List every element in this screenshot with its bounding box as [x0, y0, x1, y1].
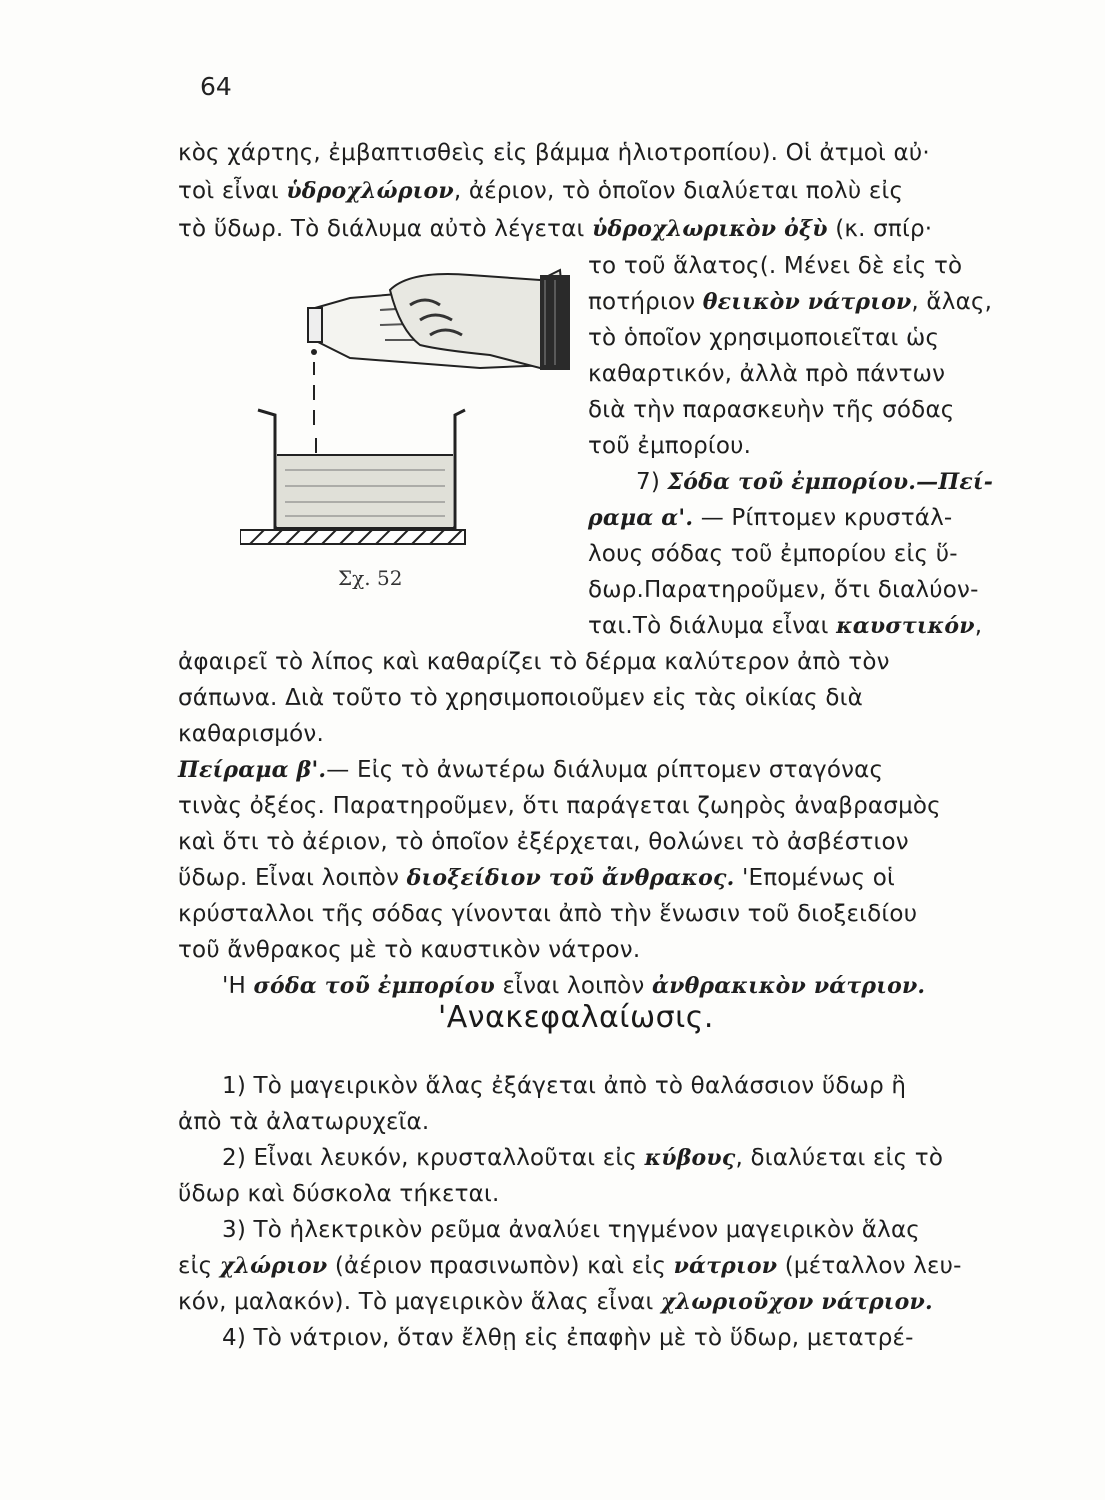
text-line: τὸ ὕδωρ. Τὸ διάλυμα αὐτὸ λέγεται ὑδροχλωρικὸν ὀξὺ (κ. σπίρ·	[178, 216, 933, 242]
text-line: ἀφαιρεῖ τὸ λίπος καὶ καθαρίζει τὸ δέρμα καλύτερον ἀπὸ τὸν	[178, 649, 890, 675]
page-number: 64	[200, 72, 232, 101]
summary-item: ἀπὸ τὰ ἀλατωρυχεῖα.	[178, 1109, 430, 1135]
summary-item: εἰς χλώριον (ἀέριον πρασινωπὸν) καὶ εἰς νάτριον (μέταλλον λευ-	[178, 1253, 962, 1279]
text-line: Πείραμα β'.— Εἰς τὸ ἀνωτέρω διάλυμα ρίπτομεν σταγόνας	[178, 757, 884, 783]
text-line: ποτήριον θειικὸν νάτριον, ἅλας,	[588, 289, 993, 315]
summary-item: 1) Τὸ μαγειρικὸν ἅλας ἐξάγεται ἀπὸ τὸ θαλάσσιον ὕδωρ ἢ	[222, 1073, 907, 1099]
section-heading: 7) Σόδα τοῦ ἐμπορίου.—Πεί-	[636, 469, 994, 495]
text-line: ται.Τὸ διάλυμα εἶναι καυστικόν,	[588, 613, 983, 639]
summary-item: ὕδωρ καὶ δύσκολα τήκεται.	[178, 1181, 500, 1207]
text-line: τοῦ ἐμπορίου.	[588, 433, 752, 459]
text-line: 'Η σόδα τοῦ ἐμπορίου εἶναι λοιπὸν ἀνθρακικὸν νάτριον.	[222, 973, 926, 999]
text-line: καθαρισμόν.	[178, 721, 324, 747]
text-line: σάπωνα. Διὰ τοῦτο τὸ χρησιμοποιοῦμεν εἰς τὰς οἰκίας διὰ	[178, 685, 864, 711]
text-line: διὰ τὴν παρασκευὴν τῆς σόδας	[588, 397, 955, 423]
text-line: καὶ ὅτι τὸ ἀέριον, τὸ ὁποῖον ἐξέρχεται, θολώνει τὸ ἀσβέστιον	[178, 829, 909, 855]
text-line: τοὶ εἶναι ὑδροχλώριον, ἀέριον, τὸ ὁποῖον διαλύεται πολὺ εἰς	[178, 178, 904, 204]
summary-item: κόν, μαλακόν). Τὸ μαγειρικὸν ἅλας εἶναι χλωριοῦχον νάτριον.	[178, 1289, 933, 1315]
text-line: τὸ ὁποῖον χρησιμοποιεῖται ὡς	[588, 325, 940, 351]
figure-caption: Σχ. 52	[338, 566, 403, 590]
summary-item: 3) Τὸ ἠλεκτρικὸν ρεῦμα ἀναλύει τηγμένον μαγειρικὸν ἅλας	[222, 1217, 921, 1243]
summary-item: 4) Τὸ νάτριον, ὅταν ἔλθῃ εἰς ἐπαφὴν μὲ τὸ ὕδωρ, μετατρέ-	[222, 1325, 914, 1351]
summary-item: 2) Εἶναι λευκόν, κρυσταλλοῦται εἰς κύβους, διαλύεται εἰς τὸ	[222, 1145, 944, 1171]
text-line: τοῦ ἄνθρακος μὲ τὸ καυστικὸν νάτρον.	[178, 937, 641, 963]
text-line: δωρ.Παρατηροῦμεν, ὅτι διαλύον-	[588, 577, 979, 603]
beaker-pouring-figure	[240, 250, 585, 560]
text-line: το τοῦ ἅλατος(. Μένει δὲ εἰς τὸ	[588, 253, 963, 279]
text-line: ὕδωρ. Εἶναι λοιπὸν διοξείδιον τοῦ ἄνθρακος. 'Επομένως οἱ	[178, 865, 895, 891]
text-line: καθαρτικόν, ἀλλὰ πρὸ πάντων	[588, 361, 946, 387]
summary-heading: 'Ανακεφαλαίωσις.	[438, 1000, 714, 1035]
text-line: κρύσταλλοι τῆς σόδας γίνονται ἀπὸ τὴν ἕνωσιν τοῦ διοξειδίου	[178, 901, 918, 927]
text-line: λους σόδας τοῦ ἐμπορίου εἰς ὕ-	[588, 541, 958, 567]
text-line: ραμα α'. — Ρίπτομεν κρυστάλ-	[588, 505, 953, 531]
text-line: τινὰς ὀξέος. Παρατηροῦμεν, ὅτι παράγεται ζωηρὸς ἀναβρασμὸς	[178, 793, 941, 819]
text-line: κὸς χάρτης, ἐμβαπτισθεὶς εἰς βάμμα ἡλιοτροπίου). Οἱ ἀτμοὶ αὐ·	[178, 140, 930, 166]
